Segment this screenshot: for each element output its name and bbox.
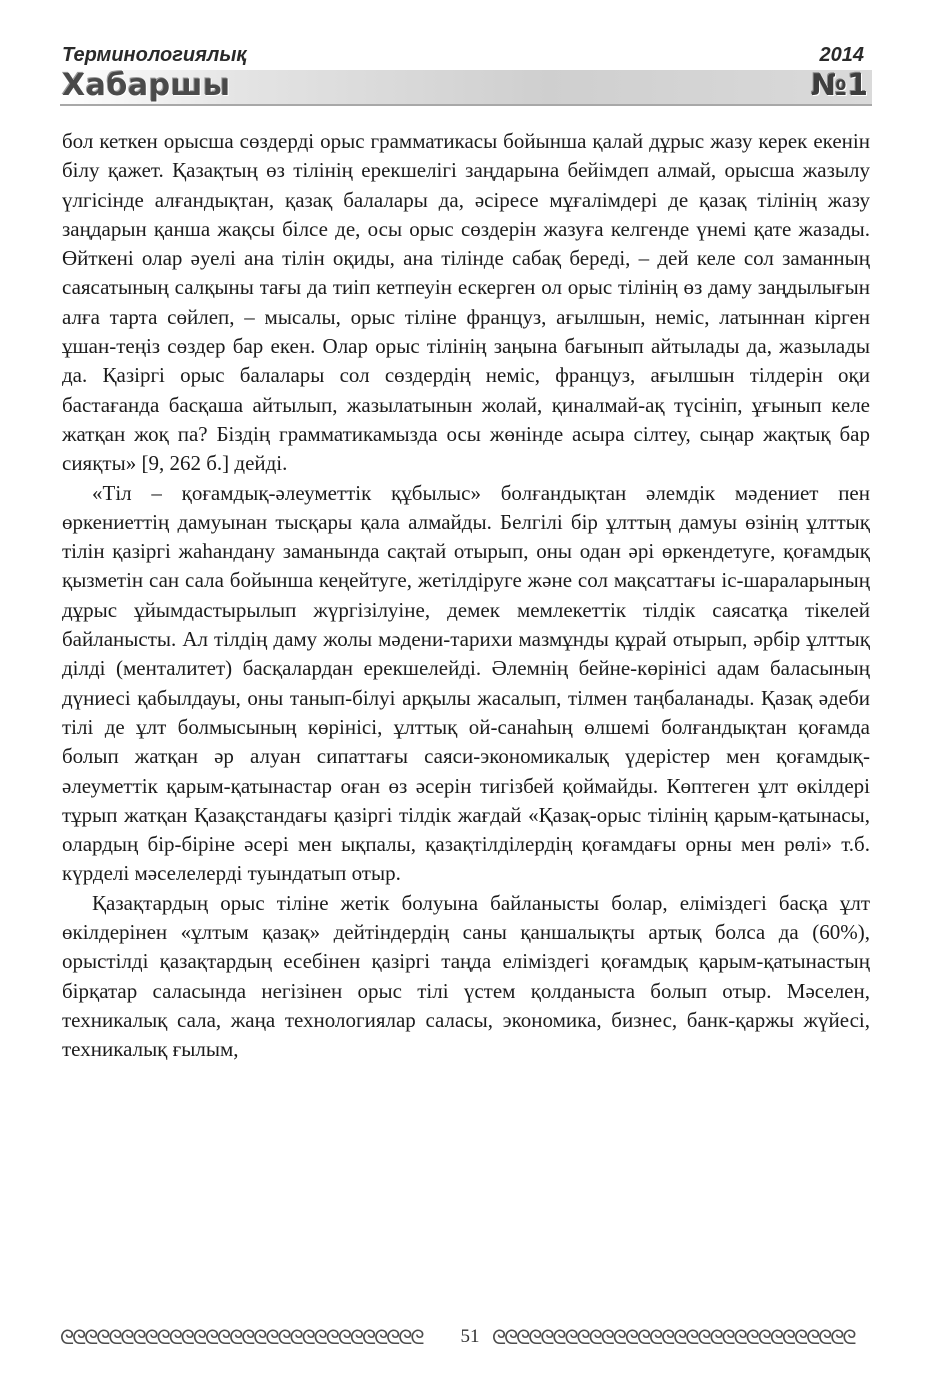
ornament-border-right: ᘓᘓᘓᘓᘓᘓᘓᘓᘓᘓᘓᘓᘓᘓᘓᘓᘓᘓᘓᘓᘓᘓᘓᘓᘓᘓᘓᘓᘓᘓ [492, 1325, 855, 1349]
paragraph-continued: бол кеткен орысша сөздерді орыс грамматикасы бойынша қалай дұрыс жазу керек екенін білу қажет. Қазақтың өз тілінің ерекшелігі заңдарына бейімдеп алмай, орысша жазылу үлгісінде алғандықтан, қазақ балалары да, әсіресе мұғалімдері де қазақ тілінің жазу заңдарын қанша жақсы білсе де, осы орыс сөздерін жазуға келгенде үнемі қате жазады. Өйткені олар әуелі ана тілін оқиды, ана тілінде сабақ береді, – дей келе сол заманның саясатының салқыны тағы да тиіп кетпеуін ескерген ол орыс тілінің өз даму заңдылығын алға тарта сөйлеп, – мысалы, орыс тіліне француз, ағылшын, неміс, латыннан кірген ұшан-теңіз сөздер бар екен. Олар орыс тілінің заңына бағынып айтылады да, жазылады да. Қазіргі орыс балалары сол сөздердің неміс, француз, ағылшын тілдерін оқи бастағанда басқаша айтылып, жазылатынын жолай, қиналмай-ақ түсініп, ұғынып келе жатқан жоқ па? Біздің грамматикамызда осы жөнінде асыра сілтеу, сыңар жақтық бар сияқты» [9, 262 б.] дейді. [62, 129, 870, 476]
journal-title-main: Хабаршы [62, 68, 231, 103]
journal-title-top: Терминологиялық [62, 44, 247, 66]
page-footer [60, 1323, 872, 1351]
journal-year: 2014 [819, 44, 864, 66]
article-body [62, 127, 870, 1065]
paragraph: Қазақтардың орыс тіліне жетік болуына байланысты болар, еліміздегі басқа ұлт өкілдерінен «ұлтым қазақ» дейтіндердің саны қаншалықты артық болса да (60%), орыстілді қазақтардың есебінен қазіргі таңда еліміздегі қоғамдық қарым-қатынастың бірқатар саласында негізінен орыс тілі үстем қолданыста болып отыр. Мәселен, техникалық сала, жаңа технологиялар саласы, экономика, бизнес, банк-қаржы жүйесі, техникалық ғылым, [62, 890, 870, 1062]
running-header [60, 42, 872, 108]
paragraph: «Тіл – қоғамдық-әлеуметтік құбылыс» болғандықтан әлемдік мәдениет пен өркениеттің дамуынан тысқары қала алмайды. Белгілі бір ұлттың дамуы өзінің ұлттық тілін қазіргі жаһандану заманында сақтай отырып, оны одан әрі өркендетуге, қоғамдық қызметін сан сала бойынша кеңейтуге, жетілдіруге және сол мақсаттағы іс-шараларының дұрыс ұйымдастырылып жүргізілуіне, демек мемлекеттік тілдік саясатқа тікелей байланысты. Ал тілдің даму жолы мәдени-тарихи мазмұнды құрай отырып, әрбір ұлттық ділді (менталитет) басқалардан ерекшелейді. Әлемнің бейне-көрінісі адам баласының дүниесі қабылдауы, оны танып-білуі арқылы жасалып, тілмен таңбаланады. Қазақ әдеби тілі де ұлт болмысының көрінісі, ұлттық ой-санаһың өлшемі болғандықтан қоғамда болып жатқан әр алуан сипаттағы саяси-экономикалық үдерістер мен қоғамдық-әлеуметтік қарым-қатынастар оған өз әсерін тигізбей қоймайды. Көптеген ұлт өкілдері тұрып жатқан Қазақстандағы қазіргі тілдік жағдай «Қазақ-орыс тілінің қарым-қатынасы, олардың бір-біріне әсері мен ықпалы, қазақтілділердің қоғамдағы орны мен рөлі» т.б. күрделі мәселелерді туындатып отыр. [62, 480, 870, 886]
ornament-border-left: ᘓᘓᘓᘓᘓᘓᘓᘓᘓᘓᘓᘓᘓᘓᘓᘓᘓᘓᘓᘓᘓᘓᘓᘓᘓᘓᘓᘓᘓᘓ [60, 1325, 423, 1349]
page-number: 51 [460, 1326, 480, 1347]
issue-number: №1 [811, 68, 868, 103]
